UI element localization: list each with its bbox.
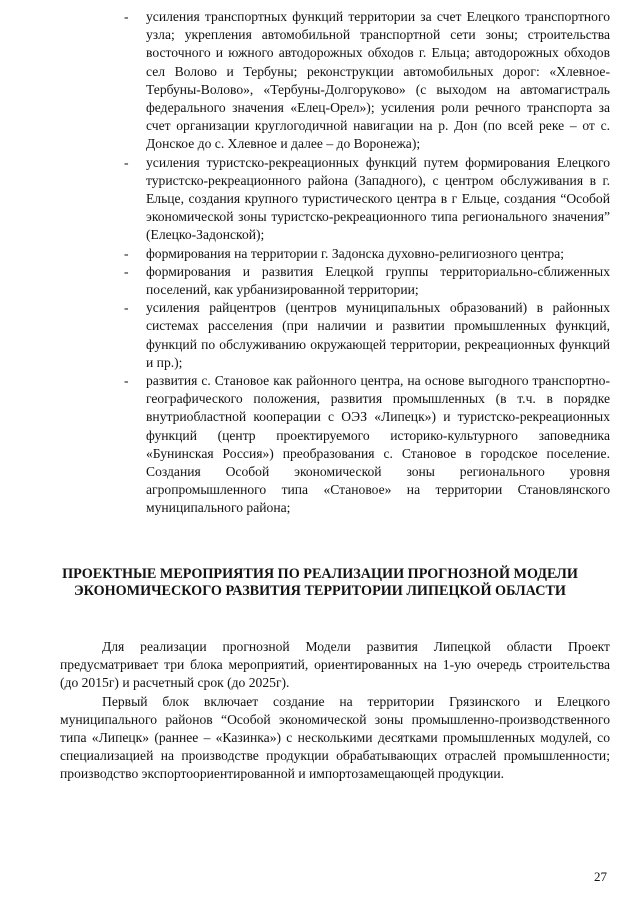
- paragraph: Для реализации прогнозной Модели развития Липецкой области Проект предусматривает три блока мероприятий, ориентированных на 1-ую очередь строительства (до 2015г) и расчетный срок (до 2025г).: [60, 639, 610, 691]
- list-item: [124, 245, 610, 263]
- section-heading: ПРОЕКТНЫЕ МЕРОПРИЯТИЯ ПО РЕАЛИЗАЦИИ ПРОГНОЗНОЙ МОДЕЛИ ЭКОНОМИЧЕСКОГО РАЗВИТИЯ ТЕРРИТОРИИ ЛИПЕЦКОЙ ОБЛАСТИ: [62, 566, 578, 600]
- bullet-text: формирования на территории г. Задонска духовно-религиозного центра;: [146, 245, 565, 261]
- body-text: [60, 638, 610, 784]
- page-number: 27: [594, 869, 607, 884]
- bullet-list: [124, 8, 610, 518]
- list-item: [124, 154, 610, 245]
- bullet-text: усиления туристско-рекреационных функций путем формирования Елецкого туристско-рекреационного района (Западного), с центром обслуживания в г. Ельце, создания крупного туристического центра в г Ельце, создания “Особой экономической зоны туристско-рекреационного типа регионального значения” (Елецко-Задонской);: [146, 154, 610, 243]
- list-item: [124, 299, 610, 372]
- bullet-marker: -: [124, 263, 129, 279]
- list-item: [124, 263, 610, 299]
- bullet-marker: -: [124, 154, 129, 170]
- bullet-text: усиления транспортных функций территории за счет Елецкого транспортного узла; укрепления автомобильной транспортной сети зоны; строительства восточного и южного автодорожных обходов г. Ельца; автодорожных обходов сел Волово и Тербуны; реконструкции автомобильных дорог: «Хлевное-Тербуны-Волово», «Тербуны-Долгоруково» (с выходом на автомагистраль федерального значения «Елец-Орел»); усиления роли речного транспорта за счет организации круглогодичной навигации на р. Дон (по всей реке – от с. Донское до с. Хлевное и далее – до Воронежа);: [146, 9, 610, 152]
- bullet-text: усиления райцентров (центров муниципальных образований) в районных системах расселения (при наличии и развитии промышленных функций, функций по обслуживанию окружающей территории, рекреационных функций и пр.);: [146, 300, 610, 370]
- bullet-marker: -: [124, 373, 129, 389]
- list-item: [124, 8, 610, 154]
- paragraph: Первый блок включает создание на территории Грязинского и Елецкого муниципального районов “Особой экономической зоны промышленно-производственного типа «Липецк» (раннее – «Казинка») с несколькими десятками промышленных модулей, со специализацией на производстве продукции обрабатывающих отраслей промышленности; производство экспортоориентированной и импортозамещающей продукции.: [60, 693, 610, 782]
- bullet-marker: -: [124, 245, 129, 261]
- bullet-marker: -: [124, 300, 129, 316]
- bullet-text: формирования и развития Елецкой группы территориально-сближенных поселений, как урбанизированной территории;: [146, 263, 610, 298]
- list-item: [124, 372, 610, 518]
- bullet-text: развития с. Становое как районного центра, на основе выгодного транспортно-географического положения, развития промышленных (в т.ч. в порядке внутриобластной кооперации с ОЭЗ «Липецк») и туристско-рекреационных функций (центр проектируемого историко-культурного заповедника «Бунинская Россия») преобразования с. Становое в городское поселение. Создания Особой экономической зоны регионального уровня агропромышленного типа «Становое» на территории Становлянского муниципального района;: [146, 373, 610, 516]
- bullet-marker: -: [124, 9, 129, 24]
